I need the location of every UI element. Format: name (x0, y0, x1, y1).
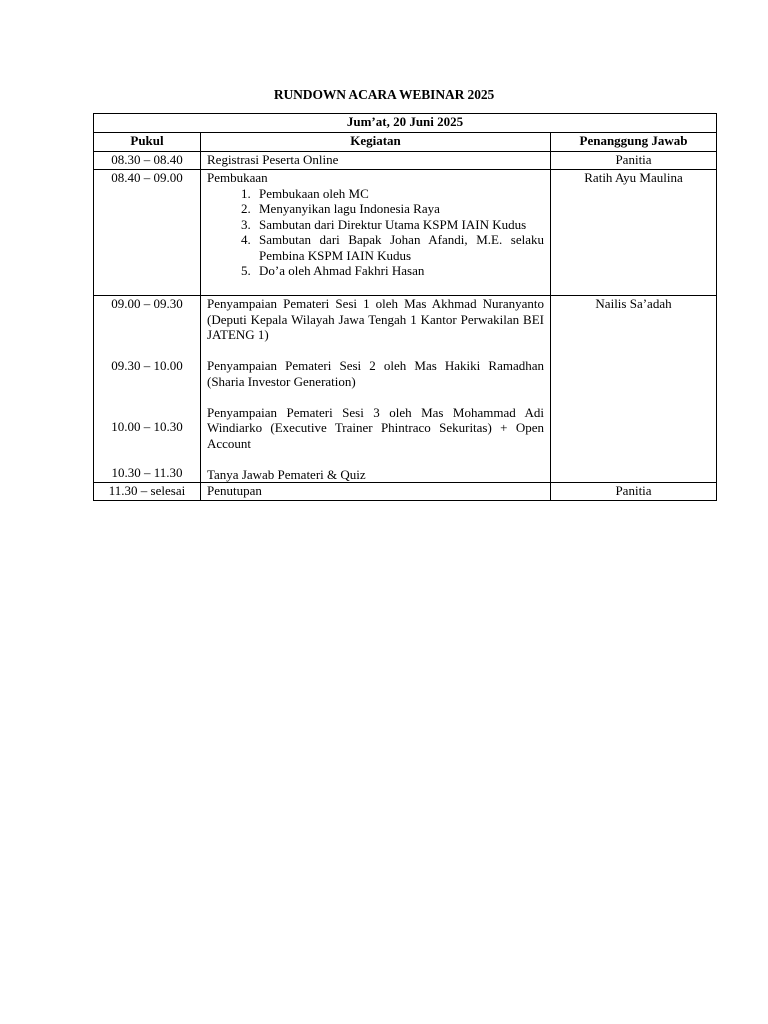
column-header-time: Pukul (94, 133, 201, 152)
session-description: Penyampaian Pemateri Sesi 1 oleh Mas Akhmad Nuranyanto (Deputi Kepala Wilayah Jawa Tengah 1 Kantor Perwakilan BEI JATENG 1) (207, 296, 544, 342)
activity-cell (201, 296, 551, 483)
list-item: 2. Menyanyikan lagu Indonesia Raya (254, 201, 544, 217)
time-cell: 11.30 – selesai (94, 483, 201, 501)
opening-agenda-list (207, 186, 544, 279)
list-item: 4. Sambutan dari Bapak Johan Afandi, M.E. selaku Pembina KSPM IAIN Kudus (254, 232, 544, 263)
date-row (94, 114, 717, 133)
time-cell: 08.30 – 08.40 (94, 152, 201, 170)
session-description: Tanya Jawab Pemateri & Quiz (207, 466, 366, 482)
column-header-row (94, 133, 717, 152)
pic-cell: Nailis Sa’adah (551, 296, 717, 483)
table-row-sessions (94, 296, 717, 483)
column-header-activity: Kegiatan (201, 133, 551, 152)
pic-cell: Panitia (551, 152, 717, 170)
date-header: Jum’at, 20 Juni 2025 (94, 114, 717, 133)
activity-cell: Registrasi Peserta Online (201, 152, 551, 170)
activity-cell (201, 170, 551, 296)
table-row-registration (94, 152, 717, 170)
time-cell: 08.40 – 09.00 (94, 170, 201, 296)
list-item: 3. Sambutan dari Direktur Utama KSPM IAIN Kudus (254, 217, 544, 233)
list-item: 5. Do’a oleh Ahmad Fakhri Hasan (254, 263, 544, 279)
pic-cell: Panitia (551, 483, 717, 501)
page-title: RUNDOWN ACARA WEBINAR 2025 (273, 87, 495, 102)
column-header-pic: Penanggung Jawab (551, 133, 717, 152)
pic-cell: Ratih Ayu Maulina (551, 170, 717, 296)
session-description: Penyampaian Pemateri Sesi 3 oleh Mas Mohammad Adi Windiarko (Executive Trainer Phintraco Sekuritas) + Open Account (207, 404, 544, 451)
activity-title: Pembukaan (207, 170, 268, 185)
table-row-opening (94, 170, 717, 296)
session-time: 09.30 – 10.00 (111, 358, 183, 373)
session-description: Penyampaian Pemateri Sesi 2 oleh Mas Hakiki Ramadhan (Sharia Investor Generation) (207, 358, 544, 389)
session-time: 09.00 – 09.30 (111, 296, 183, 311)
list-item: 1. Pembukaan oleh MC (254, 186, 544, 202)
session-time: 10.00 – 10.30 (111, 419, 183, 434)
activity-cell: Penutupan (201, 483, 551, 501)
table-row-closing (94, 483, 717, 501)
rundown-table (93, 113, 717, 501)
session-time: 10.30 – 11.30 (111, 465, 183, 480)
time-cell (94, 296, 201, 483)
